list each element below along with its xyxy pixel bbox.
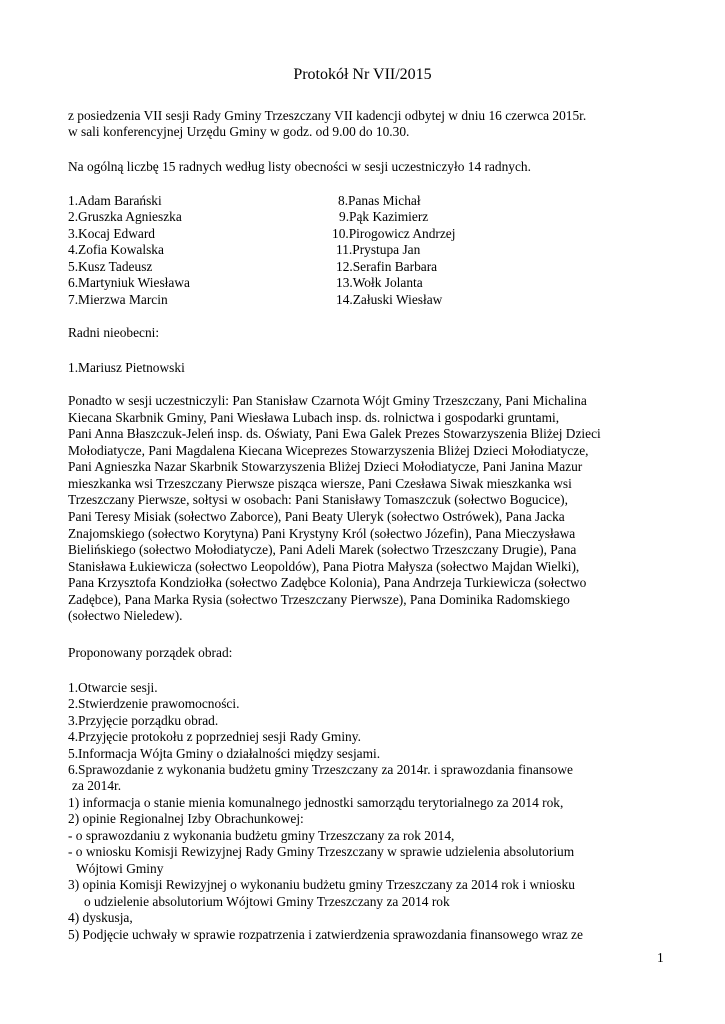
present-member: 6.Martyniuk Wiesława [68, 275, 190, 290]
participants-line: (sołectwo Nieledew). [68, 608, 183, 623]
present-member: 5.Kusz Tadeusz [68, 259, 153, 274]
agenda-item: 4) dyskusja, [68, 910, 133, 925]
agenda-item: 2.Stwierdzenie prawomocności. [68, 696, 240, 711]
intro-line-1: z posiedzenia VII sesji Rady Gminy Trzeszczany VII kadencji odbytej w dniu 16 czerwca 2015r. [68, 108, 587, 123]
agenda-item: Wójtowi Gminy [76, 861, 164, 876]
agenda-item: 1) informacja o stanie mienia komunalnego jednostki samorządu terytorialnego za 2014 rok, [68, 795, 564, 810]
participants-line: Pani Agnieszka Nazar Skarbnik Stowarzyszenia Bliżej Dzieci Mołodiatycze, Pani Janina Mazur [68, 459, 583, 474]
agenda-item: 4.Przyjęcie protokołu z poprzedniej sesji Rady Gminy. [68, 729, 361, 744]
present-member: 13.Wołk Jolanta [336, 275, 423, 290]
agenda-item: 6.Sprawozdanie z wykonania budżetu gminy Trzeszczany za 2014r. i sprawozdania finansowe [68, 762, 573, 777]
agenda-item: 3.Przyjęcie porządku obrad. [68, 713, 219, 728]
participants-line: Bielińskiego (sołectwo Mołodiatycze), Pani Adeli Marek (sołectwo Trzeszczany Drugie), Pana [68, 542, 577, 557]
protocol-title: Protokół Nr VII/2015 [293, 66, 432, 83]
absent-heading: Radni nieobecni: [68, 325, 160, 340]
agenda-item: za 2014r. [72, 778, 122, 793]
participants-line: mieszkanka wsi Trzeszczany Pierwsze pisząca wiersze, Pani Czesława Siwak mieszkanka wsi [68, 476, 572, 491]
agenda-item: - o sprawozdaniu z wykonania budżetu gminy Trzeszczany za rok 2014, [68, 828, 455, 843]
present-member: 11.Prystupa Jan [336, 242, 421, 257]
page-number: 1 [657, 950, 664, 965]
participants-line: Pana Krzysztofa Kondziołka (sołectwo Zadębce Kolonia), Pana Andrzeja Turkiewicza (sołectwo [68, 575, 587, 590]
participants-line: Stanisława Łukiewicza (sołectwo Leopoldów), Pana Piotra Małysza (sołectwo Majdan Wielki), [68, 559, 580, 574]
participants-line: Ponadto w sesji uczestniczyli: Pan Stanisław Czarnota Wójt Gminy Trzeszczany, Pani Michalina [68, 393, 587, 408]
agenda-item: o udzielenie absolutorium Wójtowi Gminy Trzeszczany za 2014 rok [84, 894, 450, 909]
participants-line: Trzeszczany Pierwsze, sołtysi w osobach: Pani Stanisławy Tomaszczuk (sołectwo Bogucice), [68, 492, 568, 507]
agenda-item: 3) opinia Komisji Rewizyjnej o wykonaniu budżetu gminy Trzeszczany za 2014 rok i wniosku [68, 877, 575, 892]
present-member: 2.Gruszka Agnieszka [68, 209, 182, 224]
participants-line: Pani Anna Błaszczuk-Jeleń insp. ds. Oświaty, Pani Ewa Galek Prezes Stowarzyszenia Bliżej Dzieci [68, 426, 601, 441]
intro-line-2: w sali konferencyjnej Urzędu Gminy w godz. od 9.00 do 10.30. [68, 124, 410, 139]
participants-line: Pani Teresy Misiak (sołectwo Zaborce), Pani Beaty Uleryk (sołectwo Ostrówek), Pana Jacka [68, 509, 565, 524]
present-member: 14.Załuski Wiesław [336, 292, 443, 307]
participants-line: Znajomskiego (sołectwo Korytyna) Pani Krystyny Król (sołectwo Józefin), Pana Mieczysława [68, 526, 576, 541]
agenda-item: - o wniosku Komisji Rewizyjnej Rady Gminy Trzeszczany w sprawie udzielenia absolutorium [68, 844, 575, 859]
agenda-item: 5.Informacja Wójta Gminy o działalności między sesjami. [68, 746, 381, 761]
absent-member: 1.Mariusz Pietnowski [68, 360, 185, 375]
present-member: 10.Pirogowicz Andrzej [332, 226, 456, 241]
agenda-heading: Proponowany porządek obrad: [68, 645, 233, 660]
attendance-line: Na ogólną liczbę 15 radnych według listy obecności w sesji uczestniczyło 14 radnych. [68, 159, 531, 174]
participants-line: Zadębce), Pana Marka Rysia (sołectwo Trzeszczany Pierwsze), Pana Dominika Radomskiego [68, 592, 570, 607]
present-member: 7.Mierzwa Marcin [68, 292, 168, 307]
present-member: 3.Kocaj Edward [68, 226, 156, 241]
present-member: 1.Adam Barański [68, 193, 162, 208]
present-member: 12.Serafin Barbara [336, 259, 438, 274]
agenda-item: 1.Otwarcie sesji. [68, 680, 158, 695]
agenda-item: 2) opinie Regionalnej Izby Obrachunkowej: [68, 811, 304, 826]
participants-line: Kiecana Skarbnik Gminy, Pani Wiesława Lubach insp. ds. rolnictwa i gospodarki gruntami, [68, 410, 560, 425]
present-member: 8.Panas Michał [338, 193, 421, 208]
present-member: 4.Zofia Kowalska [68, 242, 164, 257]
present-member: 9.Pąk Kazimierz [339, 209, 429, 224]
participants-line: Mołodiatycze, Pani Magdalena Kiecana Wiceprezes Stowarzyszenia Bliżej Dzieci Mołodiatycze, [68, 443, 589, 458]
agenda-item: 5) Podjęcie uchwały w sprawie rozpatrzenia i zatwierdzenia sprawozdania finansowego wraz ze [68, 927, 583, 942]
